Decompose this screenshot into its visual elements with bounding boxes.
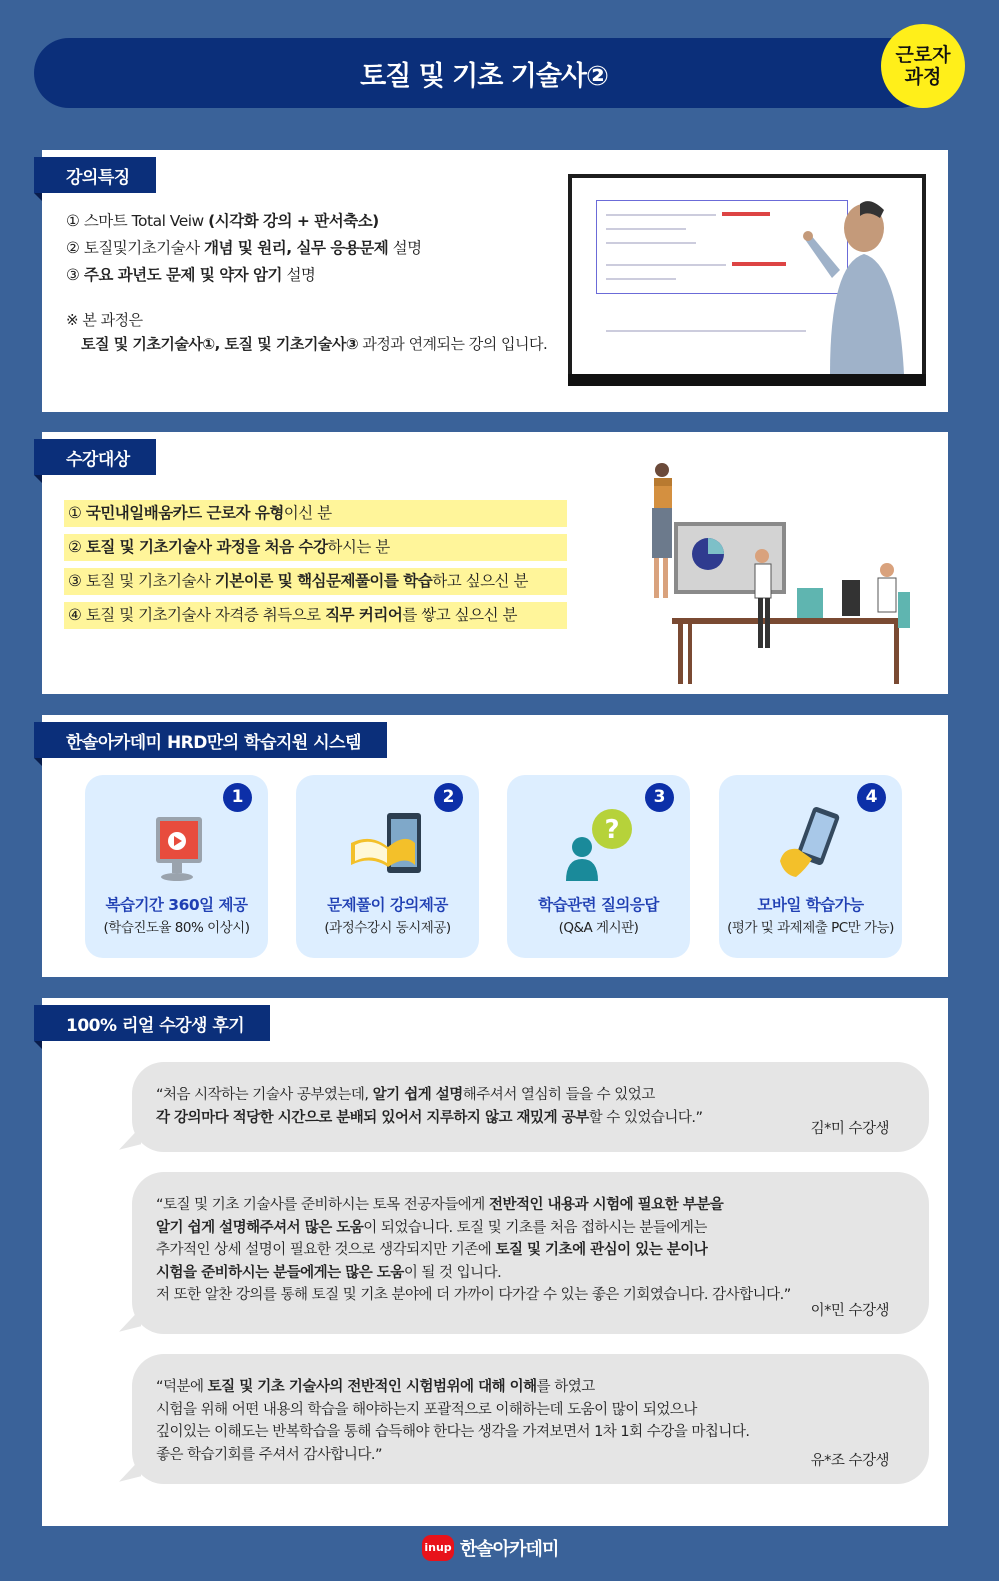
review-bubble-2: [132, 1172, 929, 1334]
card-number: 1: [223, 783, 252, 812]
review-segment: 시험을 위해 어떤 내용의 학습을 해야하는지 포괄적으로 이해하는데 도움이 많이 되었으나: [156, 1401, 697, 1418]
features-note: [66, 308, 547, 356]
logo-brand: 한솔아카데미: [460, 1539, 559, 1560]
card-number: 4: [857, 783, 886, 812]
review-segment: 좋은 학습기회를 주셔서 감사합니다.”: [156, 1446, 383, 1463]
question-person-icon: [554, 803, 644, 889]
card-number: 3: [645, 783, 674, 812]
review-segment: 를 하였고: [536, 1379, 595, 1395]
item-text: 하고 싶으신 분: [432, 572, 528, 590]
review-segment: “토질 및 기초 기술사를 준비하시는 토목 전공자들에게: [156, 1197, 489, 1213]
review-segment: 이 되었습니다. 토질 및 기초를 처음 접하시는 분들에게는: [363, 1219, 707, 1236]
review-segment: 각 강의마다 적당한 시간으로 분배되 있어서 지루하지 않고 재밌게 공부: [156, 1109, 589, 1126]
features-panel: [42, 150, 948, 412]
item-text: 토질 및 기초기술사 자격증 취득으로: [81, 606, 326, 624]
item-bold-text: 직무 커리어: [325, 606, 403, 624]
support-card-1: [85, 775, 268, 958]
item-bold-text: 개념 및 원리, 실무 응용문제: [204, 239, 389, 257]
card-title: 학습관련 질의응답: [538, 896, 659, 914]
item-text: 설명: [282, 266, 316, 284]
item-text: 토질및기초기술사: [79, 239, 205, 257]
review-bubble-1: [132, 1062, 929, 1152]
targets-panel: [42, 432, 948, 694]
review-segment: 깊이있는 이해도는 반복학습을 통해 습득해야 한다는 생각을 가져보면서 1차 1회 수강을 마칩니다.: [156, 1424, 750, 1440]
item-bold-text: 국민내일배움카드 근로자 유형: [85, 504, 284, 522]
support-tag: 한솔아카데미 HRD만의 학습지원 시스템: [34, 722, 387, 758]
item-text: 하시는 분: [327, 538, 390, 556]
review-line: [156, 1084, 703, 1107]
target-item: [64, 568, 567, 595]
support-card-2: [296, 775, 479, 958]
reviews-tag: 100% 리얼 수강생 후기: [34, 1005, 270, 1041]
review-line: [156, 1239, 791, 1262]
card-subtitle: (과정수강시 동시제공): [324, 920, 451, 936]
lecture-video-thumbnail[interactable]: [568, 174, 926, 386]
item-number: ①: [68, 504, 82, 522]
review-segment: 해주셔서 열심히 들을 수 있었고: [462, 1087, 655, 1103]
card-title: 복습기간 360일 제공: [105, 896, 248, 914]
review-text: [156, 1194, 791, 1307]
features-tag: 강의특징: [34, 157, 156, 193]
item-text: 설명: [388, 239, 422, 257]
badge-line1: 근로자: [895, 44, 951, 66]
item-number: ③: [66, 266, 80, 284]
note-bold: 토질 및 기초기술사①, 토질 및 기초기술사③: [81, 335, 359, 353]
course-type-badge: [881, 24, 965, 108]
targets-list: [64, 500, 567, 636]
video-controls[interactable]: [568, 374, 926, 386]
support-card-3: [507, 775, 690, 958]
targets-tag: 수강대상: [34, 439, 156, 475]
review-line: [156, 1284, 791, 1307]
book-tablet-icon: [343, 803, 433, 889]
target-item: [64, 534, 567, 561]
review-segment: 알기 쉽게 설명해주셔서 많은 도움: [156, 1219, 364, 1236]
feature-item: [66, 235, 422, 262]
card-subtitle: (평가 및 과제제출 PC만 가능): [727, 920, 894, 936]
review-line: [156, 1399, 750, 1422]
review-line: [156, 1444, 750, 1467]
review-segment: 저 또한 알찬 강의를 통해 토질 및 기초 분야에 더 가까이 다가갈 수 있는 좋은 기회였습니다. 감사합니다.”: [156, 1287, 791, 1303]
review-author: 유*조 수강생: [810, 1453, 889, 1469]
page-title: 토질 및 기초 기술사②: [360, 60, 608, 92]
target-item: [64, 602, 567, 629]
review-line: [156, 1421, 750, 1444]
review-segment: “처음 시작하는 기술사 공부였는데,: [156, 1087, 373, 1103]
mobile-hand-icon: [766, 803, 856, 889]
item-text: 스마트 Total Veiw: [79, 212, 209, 230]
review-line: [156, 1194, 791, 1217]
review-segment: 토질 및 기초 기술사의 전반적인 시험범위에 대해 이해: [207, 1379, 537, 1395]
logo-mark: inup: [422, 1535, 454, 1561]
note-line1: ※ 본 과정은: [66, 311, 143, 329]
item-bold-text: (시각화 강의 + 판서축소): [208, 212, 379, 230]
card-title: 모바일 학습가능: [757, 896, 864, 914]
review-segment: 토질 및 기초에 관심이 있는 분이나: [495, 1242, 708, 1258]
review-segment: 전반적인 내용과 시험에 필요한 부분을: [488, 1197, 724, 1213]
review-author: 이*민 수강생: [810, 1303, 889, 1319]
review-segment: 시험을 준비하시는 분들에게는 많은 도움: [156, 1264, 404, 1281]
lecture-screen: [572, 178, 922, 374]
review-line: [156, 1376, 750, 1399]
feature-item: [66, 262, 422, 289]
card-subtitle: (학습진도율 80% 이상시): [103, 920, 250, 936]
review-author: 김*미 수강생: [810, 1121, 889, 1137]
item-number: ②: [66, 239, 80, 257]
card-number: 2: [434, 783, 463, 812]
review-segment: “덕분에: [156, 1379, 208, 1395]
features-list: [66, 208, 422, 289]
item-bold-text: 기본이론 및 핵심문제풀이를 학습: [214, 572, 433, 590]
classroom-illustration: [632, 452, 932, 692]
note-line2: [66, 332, 547, 356]
title-banner: [34, 38, 934, 108]
review-segment: 할 수 있었습니다.”: [588, 1109, 703, 1126]
item-text: 를 쌓고 싶으신 분: [402, 606, 517, 624]
card-title: 문제풀이 강의제공: [327, 896, 448, 914]
item-number: ④: [68, 606, 82, 624]
review-text: [156, 1084, 703, 1129]
hansol-logo: [422, 1535, 558, 1561]
target-item: [64, 500, 567, 527]
item-text: 토질 및 기초기술사: [81, 572, 215, 590]
review-bubble-3: [132, 1354, 929, 1484]
instructor-figure-icon: [802, 178, 922, 374]
svg-text:?: ?: [603, 815, 620, 845]
review-text: [156, 1376, 750, 1466]
item-text: 이신 분: [283, 504, 332, 522]
note-post: 과정과 연계되는 강의 입니다.: [358, 335, 548, 353]
feature-item: [66, 208, 422, 235]
support-card-4: [719, 775, 902, 958]
review-line: [156, 1262, 791, 1285]
review-segment: 추가적인 상세 설명이 필요한 것으로 생각되지만 기존에: [156, 1242, 496, 1258]
review-line: [156, 1217, 791, 1240]
item-number: ②: [68, 538, 82, 556]
item-bold-text: 토질 및 기초기술사 과정을 처음 수강: [85, 538, 328, 556]
item-number: ③: [68, 572, 82, 590]
review-segment: 알기 쉽게 설명: [372, 1087, 463, 1103]
monitor-play-icon: [132, 803, 222, 889]
item-number: ①: [66, 212, 80, 230]
review-line: [156, 1107, 703, 1130]
badge-line2: 과정: [904, 66, 942, 88]
reviews-panel: [42, 998, 948, 1526]
card-subtitle: (Q&A 게시판): [558, 920, 639, 936]
item-bold-text: 주요 과년도 문제 및 약자 암기: [83, 266, 283, 284]
review-segment: 이 될 것 입니다.: [403, 1264, 502, 1281]
support-panel: [42, 715, 948, 977]
